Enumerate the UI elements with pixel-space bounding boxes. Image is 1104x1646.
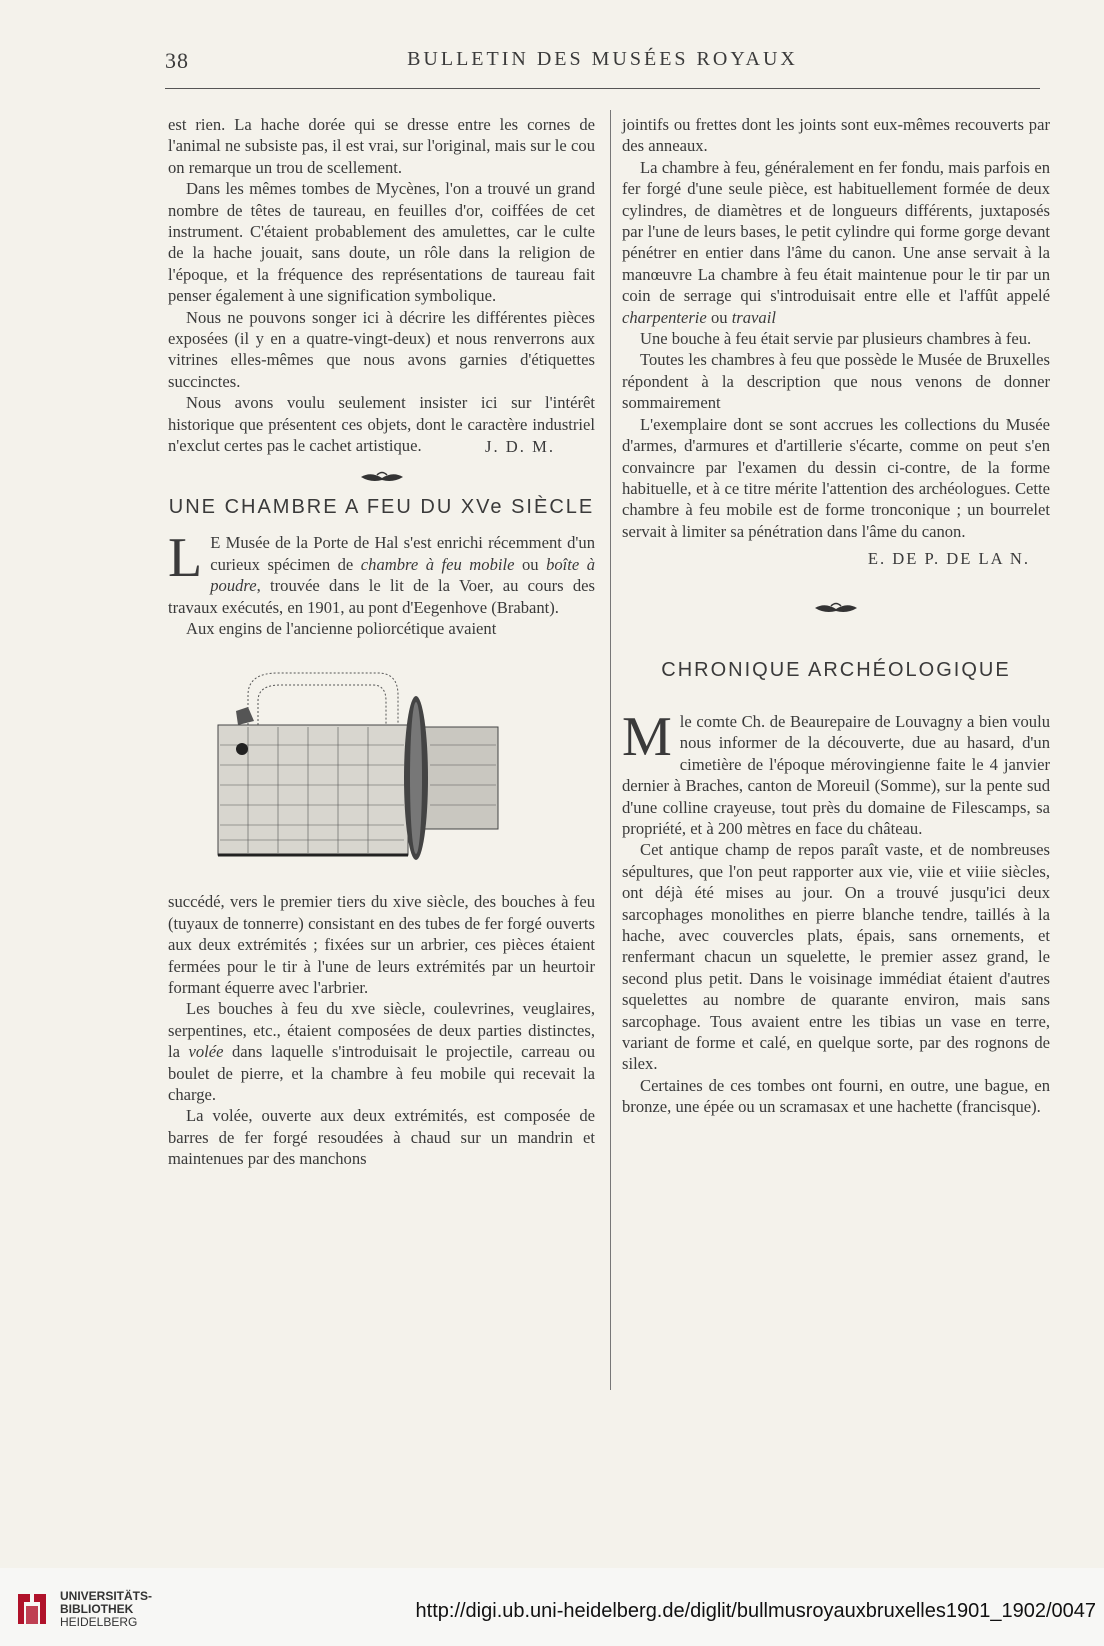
ornament-icon xyxy=(813,600,859,616)
paragraph: La chambre à feu, généralement en fer fondu, mais parfois en fer forgé d'une seule pièce, est habituellement formée de deux cylindres, de diamètres et de longueurs différents, juxtaposés par l'une de leurs bases, le petit cylindre qui forme gorge devant pénétrer en entier dans l'âme du canon. Une anse servait à la manœuvre La chambre à feu était maintenue pour le tir par un coin de serrage qui s'introduisait entre elle et l'affût appelé charpenterie ou travail xyxy=(622,157,1050,327)
library-logo-icon xyxy=(14,1588,50,1628)
header-rule xyxy=(165,88,1040,89)
ornament-icon xyxy=(359,469,405,485)
dropcap: L xyxy=(168,527,203,590)
paragraph: Toutes les chambres à feu que possède le Musée de Bruxelles répondent à la description que nous venons de donner sommairement xyxy=(622,350,1050,413)
paragraph: Dans les mêmes tombes de Mycènes, l'on a trouvé un grand nombre de têtes de taureau, en feuilles d'or, coiffées de cet instrument. C'étaient probablement des amulettes, car le culte de la hache jouait, sans doute, un rôle dans la religion de l'époque, et la fréquence des représentations de taureau fait penser également à une signification symbolique. xyxy=(168,179,595,306)
library-name: UNIVERSITÄTS- BIBLIOTHEK HEIDELBERG xyxy=(60,1589,153,1629)
dropcap: M xyxy=(622,705,672,768)
page-number: 38 xyxy=(165,48,189,73)
paragraph: Nous avons voulu seulement insister ici sur l'intérêt historique que présentent ces objets, dont le caractère industriel n'exclut certes pas le cachet artistique. xyxy=(168,393,595,456)
left-column xyxy=(168,114,595,1170)
page-header xyxy=(165,48,1040,80)
section-title: UNE CHAMBRE A FEU DU XVe SIÈCLE xyxy=(168,495,595,518)
section-title: CHRONIQUE ARCHÉOLOGIQUE xyxy=(661,658,1011,681)
paragraph: Les bouches à feu du xve siècle, coulevrines, veuglaires, serpentines, etc., étaient composées de deux parties distinctes, la volée dans laquelle s'introduisait le projectile, carreau ou boulet de pierre, et la chambre à feu mobile qui recevait la charge. xyxy=(168,999,596,1104)
signature: E. DE P. DE LA N. xyxy=(867,549,1030,569)
running-title: BULLETIN DES MUSÉES ROYAUX xyxy=(407,48,798,70)
signature: J. D. M. xyxy=(485,436,555,456)
intro-paragraph: Mle comte Ch. de Beaurepaire de Louvagny a bien voulu nous informer de la découverte, due au hasard, d'un cimetière de l'époque mérovingienne faite le 4 janvier dernier à Braches, canton de Moreuil (Somme), sur la pente sud d'une colline crayeuse, tout près du domaine de Filescamps, sa propriété, et à 200 mètres en face du château. xyxy=(622,705,1050,838)
paragraph: jointifs ou frettes dont les joints sont eux-mêmes recouverts par des anneaux. xyxy=(622,115,1050,156)
paragraph: La volée, ouverte aux deux extrémités, est composée de barres de fer forgé resoudées à chaud sur un mandrin et maintenues par des manchons xyxy=(168,1106,595,1169)
chambre-a-feu-illustration xyxy=(208,655,538,873)
source-url-link[interactable]: http://digi.ub.uni-heidelberg.de/diglit/bullmusroyauxbruxelles1901_1902/0047 xyxy=(415,1600,1096,1622)
right-column xyxy=(622,114,1050,1118)
paragraph: Nous ne pouvons songer ici à décrire les différentes pièces exposées (il y en a quatre-vingt-deux) et nous renverrons aux vitrines elles-mêmes que nous avons garnies d'étiquettes succinctes. xyxy=(168,307,595,391)
paragraph: Certaines de ces tombes ont fourni, en outre, une bague, en bronze, une épée ou un scramasax et une hachette (francisque). xyxy=(622,1075,1050,1117)
paragraph: Cet antique champ de repos paraît vaste, et de nombreuses sépultures, que l'on peut rapporter aux vie, viie et viiie siècles, ont déjà été mises au jour. On a trouvé jusqu'ici deux sarcophages monolithes en pierre blanche tendre, taillés à la hache, avec couvercles plats, épais, sans ornements, et renfermant chacun un squelette, le premier assez grand, le second plus petit. Dans le voisinage immédiat étaient d'autres squelettes au nombre de quarante environ, mais sans sarcophage. Tous avaient entre les tibias un vase en terre, variant de forme et calé, en quelque sorte, par des rognons de silex. xyxy=(622,840,1050,1074)
paragraph: Une bouche à feu était servie par plusieurs chambres à feu. xyxy=(640,329,1032,349)
intro-paragraph: L E Musée de la Porte de Hal s'est enrichi récemment d'un curieux spécimen de chambre à feu mobile ou boîte à poudre, trouvée dans le lit de la Voer, au cours des travaux exécutés, en 1901, au pont d'Eegenhove (Brabant). xyxy=(168,527,596,617)
paragraph: succédé, vers le premier tiers du xive siècle, des bouches à feu (tuyaux de tonnerre) consistant en des tubes de fer forgé ouverts aux deux extrémités ; fixées sur un arbrier, ces pièces étaient fermées pour le tir à l'une de leurs extrémités par un heurtoir formant équerre avec l'arbrier. xyxy=(168,892,595,997)
column-divider xyxy=(610,110,611,1390)
paragraph: Aux engins de l'ancienne poliorcétique avaient xyxy=(186,618,497,638)
paragraph: L'exemplaire dont se sont accrues les collections du Musée d'armes, d'armures et d'artillerie s'écarte, comme on peut s'en convaincre par l'examen du dessin ci-contre, de la forme habituelle, et à ce titre mérite l'attention des archéologues. Cette chambre à feu mobile est de forme tronconique ; un bourrelet servait à limiter sa pénétration dans l'âme du canon. xyxy=(622,414,1050,541)
paragraph: est rien. La hache dorée qui se dresse entre les cornes de l'animal ne subsiste pas, il est vrai, sur l'original, mais sur le cou on remarque un trou de scellement. xyxy=(168,115,595,177)
